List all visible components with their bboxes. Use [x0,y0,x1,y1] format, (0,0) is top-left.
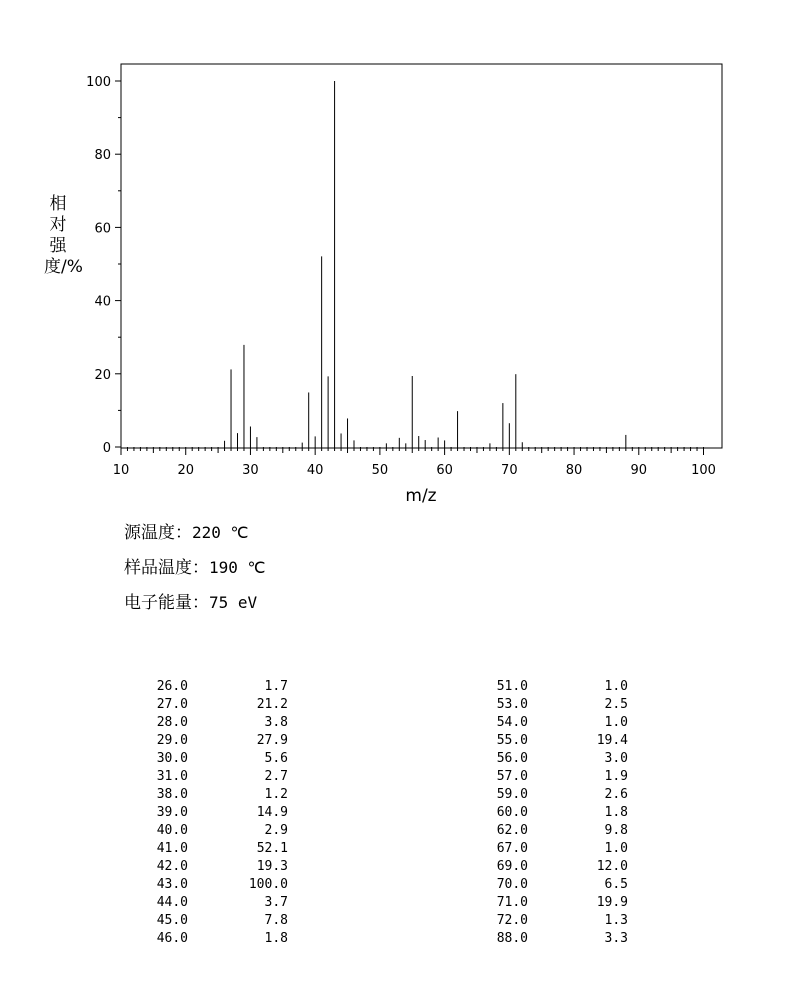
table-row [458,840,628,858]
table-row [118,714,288,732]
y-axis-ticks [86,75,121,456]
table-row [118,696,288,714]
abundance-value: 2.7 [264,769,288,784]
abundance-value: 6.5 [604,877,628,892]
abundance-value: 14.9 [256,805,288,820]
x-tick-label: 50 [371,463,389,478]
sample-temperature-value: 190 ℃ [209,558,266,577]
x-tick-label: 100 [691,463,716,478]
table-row [458,822,628,840]
abundance-value: 1.0 [604,715,628,730]
mz-value: 60.0 [496,805,528,820]
table-row [118,858,288,876]
abundance-value: 27.9 [256,733,288,748]
table-row [458,714,628,732]
mz-value: 45.0 [156,913,188,928]
abundance-value: 3.3 [604,931,628,946]
mz-value: 51.0 [496,679,528,694]
electron-energy-value: 75 eV [209,593,258,612]
mz-value: 38.0 [156,787,188,802]
x-tick-label: 80 [565,463,583,478]
table-row [458,732,628,750]
table-row [458,678,628,696]
abundance-value: 1.0 [604,679,628,694]
mz-value: 44.0 [156,895,188,910]
mz-value: 27.0 [156,697,188,712]
electron-energy-label: 电子能量： [124,593,209,613]
x-tick-label: 20 [177,463,194,478]
table-row [118,894,288,912]
abundance-value: 5.6 [264,751,288,766]
mz-value: 71.0 [496,895,528,910]
abundance-value: 100.0 [248,877,288,892]
y-tick-label: 80 [94,148,111,164]
abundance-value: 19.9 [596,895,628,910]
abundance-value: 19.3 [256,859,288,874]
abundance-value: 3.8 [264,715,288,730]
mz-value: 53.0 [496,697,528,712]
abundance-value: 2.6 [604,787,628,802]
table-row [118,912,288,930]
mz-value: 41.0 [156,841,188,856]
abundance-value: 1.9 [604,769,628,784]
table-row [118,840,288,858]
source-temperature-value: 220 ℃ [192,523,249,542]
y-tick-label: 0 [102,441,111,456]
peak-table-left [118,678,288,948]
abundance-value: 1.8 [604,805,628,820]
table-row [458,912,628,930]
x-tick-label: 10 [112,463,130,478]
mz-value: 88.0 [496,931,528,946]
abundance-value: 7.8 [264,913,288,928]
mz-value: 43.0 [156,877,188,892]
mz-value: 29.0 [156,733,188,748]
abundance-value: 3.0 [604,751,628,766]
table-row [118,804,288,822]
abundance-value: 1.2 [264,787,288,802]
table-row [458,894,628,912]
sample-temperature [124,553,266,578]
abundance-value: 52.1 [256,841,288,856]
table-row [118,750,288,768]
x-tick-label: 40 [306,463,324,478]
abundance-value: 21.2 [256,697,288,712]
y-tick-label: 20 [94,367,111,383]
mz-value: 31.0 [156,769,188,784]
table-row [458,786,628,804]
peak-bars [225,81,626,447]
mz-value: 54.0 [496,715,528,730]
abundance-value: 1.3 [604,913,628,928]
mz-value: 67.0 [496,841,528,856]
abundance-value: 3.7 [264,895,288,910]
mz-value: 59.0 [496,787,528,802]
mz-value: 70.0 [496,877,528,892]
mz-value: 72.0 [496,913,528,928]
table-row [118,732,288,750]
abundance-value: 1.7 [264,679,288,694]
abundance-value: 9.8 [604,823,628,838]
table-row [458,750,628,768]
abundance-value: 12.0 [596,859,628,874]
abundance-value: 1.0 [604,841,628,856]
x-tick-label: 70 [501,463,518,478]
source-temperature [124,518,249,543]
y-tick-label: 60 [94,221,111,237]
mz-value: 46.0 [156,931,188,946]
mz-value: 39.0 [156,805,188,820]
abundance-value: 19.4 [596,733,628,748]
table-row [118,876,288,894]
mz-value: 56.0 [496,751,528,766]
abundance-value: 2.9 [264,823,288,838]
mz-value: 26.0 [156,679,188,694]
table-row [118,822,288,840]
y-tick-label: 40 [94,294,111,310]
plot-frame [121,64,722,448]
mz-value: 30.0 [156,751,188,766]
x-tick-label: 60 [436,463,453,478]
table-row [458,876,628,894]
mz-value: 55.0 [496,733,528,748]
mz-value: 28.0 [156,715,188,730]
table-row [458,858,628,876]
y-axis-label: 相对强度/% [44,194,83,277]
mz-value: 57.0 [496,769,528,784]
y-tick-label: 100 [86,75,111,90]
electron-energy [124,588,257,613]
x-tick-label: 90 [630,463,648,478]
x-axis-ticks [113,447,716,478]
abundance-value: 1.8 [264,931,288,946]
mz-value: 69.0 [496,859,528,874]
abundance-value: 2.5 [604,697,628,712]
table-row [118,768,288,786]
peak-table-right [458,678,628,948]
mz-value: 40.0 [156,823,188,838]
mz-value: 42.0 [156,859,188,874]
table-row [118,786,288,804]
table-row [458,804,628,822]
mz-value: 62.0 [496,823,528,838]
table-row [458,696,628,714]
source-temperature-label: 源温度： [124,523,192,543]
table-row [458,768,628,786]
table-row [118,678,288,696]
table-row [458,930,628,948]
x-tick-label: 30 [242,463,259,478]
x-axis-label: m/z [405,486,437,506]
table-row [118,930,288,948]
sample-temperature-label: 样品温度： [124,558,209,578]
